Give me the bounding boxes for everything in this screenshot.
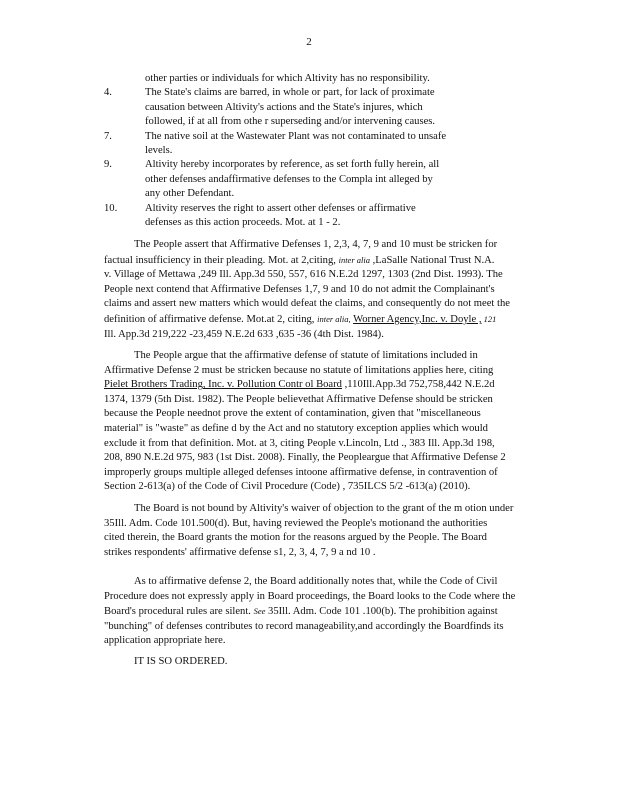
text-segment: The People argue that the affirmative defense of statute of limitations included in (134, 350, 478, 361)
text-segment: cited therein, the Board grants the motion for the reasons argued by the People. The Board (104, 532, 487, 544)
list-line: other defenses andaffirmative defenses to the Compla int alleged by (145, 173, 433, 185)
text-segment: Affirmative Defense 2 must be stricken because no statute of limitations applies here, citing (104, 364, 494, 376)
paragraph-line (104, 349, 541, 364)
text-segment: 35Ill. Adm. Code 101 .100(b). The prohibition against (265, 606, 498, 618)
text-segment: IT IS SO ORDERED. (134, 656, 228, 667)
list-line: causation between Altivity's actions and the State's injures, which (145, 101, 423, 113)
paragraph-defense-2-note (104, 575, 541, 649)
list-line: Altivity reserves the right to assert other defenses or affirmative (145, 202, 416, 214)
defense-items (104, 86, 504, 230)
list-line: defenses as this action proceeds. Mot. at 1 - 2. (145, 217, 341, 229)
paragraph-line (104, 437, 541, 452)
text-segment: v. Village of Mettawa ,249 Ill. App.3d 550, 557, 616 N.E.2d 1297, 1303 (2nd Dist. 1993). The (104, 269, 503, 281)
paragraph-line (104, 297, 541, 312)
list-item-text (145, 130, 504, 159)
paragraph-line (104, 253, 541, 269)
list-line: levels. (145, 145, 173, 157)
list-item-number: 4. (104, 87, 112, 99)
affirmative-defenses-list (104, 72, 504, 230)
paragraph-line (104, 655, 541, 670)
paragraph-line (104, 517, 541, 532)
paragraph-line (104, 575, 541, 590)
case-citation: Worner Agency,Inc. v. Doyle , (353, 313, 482, 325)
list-item (104, 202, 504, 231)
text-segment: Procedure does not expressly apply in Board proceedings, the Board looks to the Code where the (104, 590, 516, 602)
text-segment: People next contend that Affirmative Defenses 1,7, 9 and 10 do not admit the Complainant's (104, 283, 495, 295)
text-segment: because the People neednot prove the extent of contamination, given that "miscellaneous (104, 408, 481, 420)
list-continuation (104, 72, 504, 86)
italic-text: See (253, 606, 266, 617)
text-segment: factual insufficiency in their pleading. Mot. at 2,citing, (104, 254, 339, 266)
text-segment: Ill. App.3d 219,222 -23,459 N.E.2d 633 ,635 -36 (4th Dist. 1984). (104, 328, 384, 340)
paragraph-line (104, 604, 541, 620)
text-segment: As to affirmative defense 2, the Board additionally notes that, while the Code of Civil (134, 576, 498, 587)
so-ordered (104, 655, 541, 670)
list-line: followed, if at all from othe r superseding and/or intervening causes. (145, 116, 436, 128)
list-line: other parties or individuals for which Altivity has no responsibility. (145, 73, 430, 84)
text-segment: ,110Ill.App.3d 752,758,442 N.E.2d (341, 379, 495, 391)
paragraph-line (104, 378, 541, 393)
text-segment: claims and assert new matters which would defeat the claims, and consequently do not meet the (104, 298, 510, 310)
text-segment: 1374, 1379 (5th Dist. 1982). The People believethat Affirmative Defense should be stricken (104, 393, 493, 405)
paragraph-line (104, 364, 541, 379)
paragraph-line (104, 590, 541, 605)
paragraph-statute-of-limitations (104, 349, 541, 495)
case-citation: Pielet Brothers Trading, Inc. v. Pollution Contr ol Board (104, 379, 342, 391)
italic-text: inter alia, (317, 313, 351, 324)
list-item-number: 10. (104, 202, 118, 214)
paragraph-line (104, 480, 541, 495)
list-item-text (145, 202, 504, 231)
paragraph-line (104, 268, 541, 283)
paragraph-line (104, 546, 541, 561)
text-segment: strikes respondents' affirmative defense s1, 2, 3, 4, 7, 9 a nd 10 . (104, 546, 376, 558)
text-segment: material" is "waste" as define d by the Act and no statutory exception applies which would (104, 422, 488, 434)
list-item-number: 9. (104, 159, 112, 171)
text-segment: ,LaSalle National Trust N.A. (369, 254, 495, 266)
paragraph-line (104, 502, 541, 517)
text-segment: definition of affirmative defense. Mot.at 2, citing, (104, 313, 318, 325)
text-segment: Section 2-613(a) of the Code of Civil Procedure (Code) , 735ILCS 5/2 -613(a) (2010). (104, 481, 471, 493)
text-segment: application appropriate here. (104, 635, 226, 647)
paragraph-board-ruling (104, 502, 541, 560)
italic-text: 121 (481, 313, 497, 324)
text-segment: 35Ill. Adm. Code 101.500(d). But, having reviewed the People's motionand the authorities (104, 517, 488, 529)
paragraph-line (104, 451, 541, 466)
list-item (104, 86, 504, 129)
paragraph-line (104, 312, 541, 328)
italic-text: inter alia (338, 254, 370, 265)
list-line: any other Defendant. (145, 188, 235, 200)
paragraph-line (104, 393, 541, 408)
list-item-text (145, 86, 504, 129)
list-item (104, 158, 504, 201)
paragraph-line (104, 238, 541, 253)
paragraph-line (104, 634, 541, 649)
paragraph-people-assert (104, 238, 541, 342)
list-line: Altivity hereby incorporates by reference, as set forth fully herein, all (145, 159, 440, 171)
text-segment: The People assert that Affirmative Defenses 1, 2,3, 4, 7, 9 and 10 must be stricken for (134, 239, 498, 250)
list-item (104, 130, 504, 159)
page-number: 2 (306, 36, 312, 48)
text-segment: Board's procedural rules are silent. (104, 606, 254, 618)
list-line: The native soil at the Wastewater Plant was not contaminated to unsafe (145, 130, 447, 142)
list-item-number: 7. (104, 130, 112, 142)
list-item-text (145, 158, 504, 201)
paragraph-line (104, 620, 541, 635)
text-segment: The Board is not bound by Altivity's waiver of objection to the grant of the m otion under (134, 503, 514, 514)
list-line: The State's claims are barred, in whole or part, for lack of proximate (145, 87, 435, 99)
text-segment: 208, 890 N.E.2d 975, 983 (1st Dist. 2008). Finally, the Peopleargue that Affirmative Defense 2 (104, 452, 506, 464)
paragraph-line (104, 422, 541, 437)
text-segment: exclude it from that definition. Mot. at 3, citing People v.Lincoln, Ltd ., 383 Ill. App.3d 198, (104, 437, 495, 449)
paragraph-line (104, 466, 541, 481)
paragraph-line (104, 283, 541, 298)
paragraph-line (104, 531, 541, 546)
paragraph-line (104, 407, 541, 422)
text-segment: improperly groups multiple alleged defenses intoone affirmative defense, in contravention of (104, 466, 498, 478)
paragraph-line (104, 328, 541, 343)
text-segment: "bunching" of defenses contributes to record manageability,and accordingly the Boardfinds its (104, 620, 504, 632)
